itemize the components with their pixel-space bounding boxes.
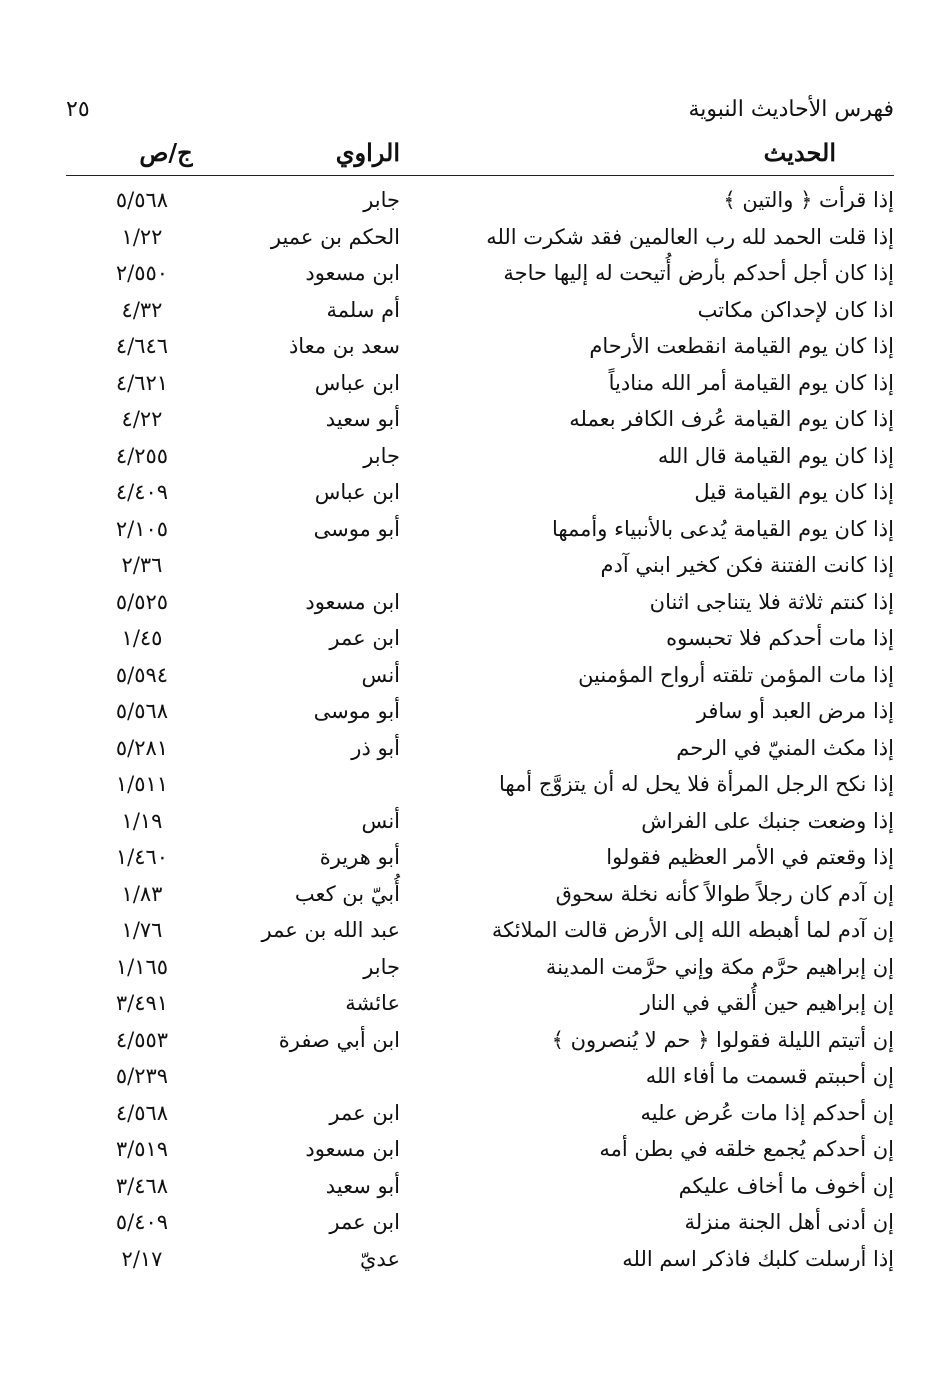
hadith-text: إن أخوف ما أخاف عليكم bbox=[678, 1173, 894, 1198]
hadith-text: إذا كان يوم القيامة قال الله bbox=[657, 443, 894, 468]
volume-page-reference: ٢/١٠٥ bbox=[115, 516, 169, 541]
narrator-name: أنس bbox=[361, 662, 400, 687]
volume-page-reference: ١/٥١١ bbox=[115, 772, 169, 796]
hadith-text: إذا كان أجل أحدكم بأرض أُتيحت له إليها حاجة bbox=[503, 261, 894, 285]
volume-page-reference: ٤/٤٠٩ bbox=[115, 480, 169, 504]
volume-page-reference: ٤/٥٥٣ bbox=[115, 1027, 169, 1052]
narrator-name: جابر bbox=[363, 954, 400, 979]
hadith-text: إذا مكث المنيّ في الرحم bbox=[676, 735, 894, 760]
hadith-text: إذا قرأت ﴿ والتين ﴾ bbox=[723, 188, 894, 212]
table-row bbox=[66, 730, 894, 767]
volume-page-reference: ١/٤٥ bbox=[121, 626, 163, 650]
volume-page-reference: ٥/٢٨١ bbox=[115, 735, 169, 760]
narrator-name: أبو موسى bbox=[313, 699, 400, 723]
hadith-text: إن أتيتم الليلة فقولوا ﴿ حم لا يُنصرون ﴾ bbox=[551, 1027, 894, 1052]
hadith-text: إذا كان يوم القيامة أمر الله منادياً bbox=[608, 370, 894, 395]
volume-page-reference: ٣/٤٦٨ bbox=[115, 1173, 169, 1198]
narrator-name: أبو هريرة bbox=[319, 845, 400, 869]
narrator-name: عديّ bbox=[360, 1246, 400, 1271]
table-row bbox=[66, 766, 894, 803]
hadith-text: إذا كان يوم القيامة يُدعى بالأنبياء وأممها bbox=[551, 516, 894, 541]
table-row bbox=[66, 182, 894, 219]
hadith-text: إذا مات المؤمن تلقته أرواح المؤمنين bbox=[578, 662, 894, 687]
volume-page-reference: ٥/٥٢٥ bbox=[115, 589, 169, 614]
narrator-name: جابر bbox=[363, 188, 400, 212]
narrator-name: الحكم بن عمير bbox=[270, 224, 400, 249]
volume-page-reference: ١/١٦٥ bbox=[115, 954, 169, 979]
table-row bbox=[66, 876, 894, 913]
narrator-name: أنس bbox=[361, 808, 400, 833]
narrator-name: أبو سعيد bbox=[325, 1173, 400, 1198]
hadith-text: إذا مات أحدكم فلا تحبسوه bbox=[666, 626, 894, 650]
table-row bbox=[66, 620, 894, 657]
table-row bbox=[66, 365, 894, 402]
hadith-text: إذا كان يوم القيامة قيل bbox=[694, 480, 894, 504]
hadith-text: إذا وضعت جنبك على الفراش bbox=[641, 808, 894, 833]
table-row bbox=[66, 1168, 894, 1205]
table-row bbox=[66, 657, 894, 694]
table-row bbox=[66, 292, 894, 329]
hadith-text: إذا كان يوم القيامة انقطعت الأرحام bbox=[589, 334, 894, 358]
hadith-text: إذا كان يوم القيامة عُرف الكافر بعمله bbox=[569, 407, 894, 431]
narrator-name: أبو ذر bbox=[351, 735, 400, 760]
hadith-text: إذا قلت الحمد لله رب العالمين فقد شكرت الله bbox=[486, 224, 894, 249]
table-row bbox=[66, 219, 894, 256]
table-row bbox=[66, 803, 894, 840]
volume-page-reference: ٢/٥٥٠ bbox=[115, 261, 169, 285]
table-row bbox=[66, 1058, 894, 1095]
hadith-text: إذا مرض العبد أو سافر bbox=[696, 699, 894, 723]
narrator-name: أم سلمة bbox=[326, 297, 400, 322]
narrator-name: أبو سعيد bbox=[325, 407, 400, 431]
column-header-hadith: الحديث bbox=[763, 138, 836, 167]
table-row bbox=[66, 255, 894, 292]
hadith-text: إن آدم كان رجلاً طوالاً كأنه نخلة سحوق bbox=[555, 881, 894, 906]
table-row bbox=[66, 985, 894, 1022]
volume-page-reference: ٥/٥٦٨ bbox=[115, 699, 169, 723]
table-row bbox=[66, 912, 894, 949]
page-number: ٢٥ bbox=[66, 96, 90, 122]
table-row bbox=[66, 547, 894, 584]
narrator-name: ابن عمر bbox=[329, 626, 400, 650]
table-row bbox=[66, 1095, 894, 1132]
hadith-text: إذا أرسلت كلبك فاذكر اسم الله bbox=[622, 1246, 894, 1271]
hadith-text: إن إبراهيم حرَّم مكة وإني حرَّمت المدينة bbox=[545, 954, 894, 979]
hadith-text: إن أحببتم قسمت ما أفاء الله bbox=[645, 1064, 894, 1088]
volume-page-reference: ١/٤٦٠ bbox=[115, 845, 169, 869]
table-row bbox=[66, 1022, 894, 1059]
volume-page-reference: ٢/٣٦ bbox=[121, 553, 163, 577]
narrator-name: ابن عباس bbox=[314, 480, 400, 504]
running-title: فهرس الأحاديث النبوية bbox=[688, 96, 894, 122]
hadith-text: إذا كانت الفتنة فكن كخير ابني آدم bbox=[600, 553, 894, 577]
narrator-name: عائشة bbox=[345, 991, 400, 1015]
volume-page-reference: ١/٧٦ bbox=[121, 918, 163, 942]
volume-page-reference: ١/١٩ bbox=[121, 808, 163, 833]
table-row bbox=[66, 949, 894, 986]
narrator-name: ابن عمر bbox=[329, 1210, 400, 1234]
narrator-name: ابن أبي صفرة bbox=[278, 1027, 400, 1052]
narrator-name: أبو موسى bbox=[313, 516, 400, 541]
narrator-name: عبد الله بن عمر bbox=[261, 918, 400, 942]
volume-page-reference: ١/٨٣ bbox=[121, 881, 163, 906]
volume-page-reference: ٢/١٧ bbox=[121, 1246, 163, 1271]
column-header-reference: ج/ص bbox=[139, 138, 193, 167]
hadith-text: إذا نكح الرجل المرأة فلا يحل له أن يتزوَّج أمها bbox=[498, 772, 894, 796]
table-row bbox=[66, 839, 894, 876]
volume-page-reference: ٤/٥٦٨ bbox=[115, 1100, 169, 1125]
hadith-text: إن إبراهيم حين أُلقي في النار bbox=[640, 991, 894, 1015]
narrator-name: ابن عباس bbox=[314, 370, 400, 395]
table-row bbox=[66, 474, 894, 511]
column-headers bbox=[66, 138, 894, 174]
table-row bbox=[66, 1131, 894, 1168]
table-row bbox=[66, 1204, 894, 1241]
narrator-name: ابن مسعود bbox=[305, 261, 400, 285]
narrator-name: سعد بن معاذ bbox=[288, 334, 400, 358]
volume-page-reference: ٣/٤٩١ bbox=[115, 991, 169, 1015]
table-row bbox=[66, 438, 894, 475]
volume-page-reference: ٥/٢٣٩ bbox=[115, 1064, 169, 1088]
volume-page-reference: ٥/٤٠٩ bbox=[115, 1210, 169, 1234]
running-header bbox=[66, 92, 894, 126]
hadith-text: إن آدم لما أهبطه الله إلى الأرض قالت الملائكة bbox=[491, 918, 894, 942]
column-header-narrator: الراوي bbox=[335, 138, 400, 167]
hadith-text: إذا كنتم ثلاثة فلا يتناجى اثنان bbox=[649, 589, 894, 614]
table-row bbox=[66, 511, 894, 548]
volume-page-reference: ٣/٥١٩ bbox=[115, 1137, 169, 1161]
hadith-text: إذا وقعتم في الأمر العظيم فقولوا bbox=[606, 845, 894, 869]
hadith-text: إن أدنى أهل الجنة منزلة bbox=[684, 1210, 894, 1234]
volume-page-reference: ٤/٦٢١ bbox=[115, 370, 169, 395]
header-divider bbox=[66, 175, 894, 176]
narrator-name: ابن مسعود bbox=[305, 1137, 400, 1161]
hadith-index-table bbox=[66, 182, 894, 1277]
narrator-name: ابن عمر bbox=[329, 1100, 400, 1125]
narrator-name: جابر bbox=[363, 443, 400, 468]
table-row bbox=[66, 328, 894, 365]
volume-page-reference: ٥/٥٦٨ bbox=[115, 188, 169, 212]
hadith-text: اذا كان لإحداكن مكاتب bbox=[697, 297, 894, 322]
table-row bbox=[66, 401, 894, 438]
table-row bbox=[66, 1241, 894, 1278]
volume-page-reference: ١/٢٢ bbox=[121, 224, 163, 249]
table-row bbox=[66, 584, 894, 621]
volume-page-reference: ٤/٣٢ bbox=[121, 297, 163, 322]
narrator-name: أُبيّ بن كعب bbox=[294, 881, 400, 906]
narrator-name: ابن مسعود bbox=[305, 589, 400, 614]
volume-page-reference: ٤/٦٤٦ bbox=[115, 334, 169, 358]
hadith-text: إن أحدكم يُجمع خلقه في بطن أمه bbox=[599, 1137, 894, 1161]
hadith-text: إن أحدكم إذا مات عُرض عليه bbox=[640, 1100, 894, 1125]
volume-page-reference: ٤/٢٥٥ bbox=[115, 443, 169, 468]
table-row bbox=[66, 693, 894, 730]
volume-page-reference: ٤/٢٢ bbox=[121, 407, 163, 431]
volume-page-reference: ٥/٥٩٤ bbox=[115, 662, 169, 687]
